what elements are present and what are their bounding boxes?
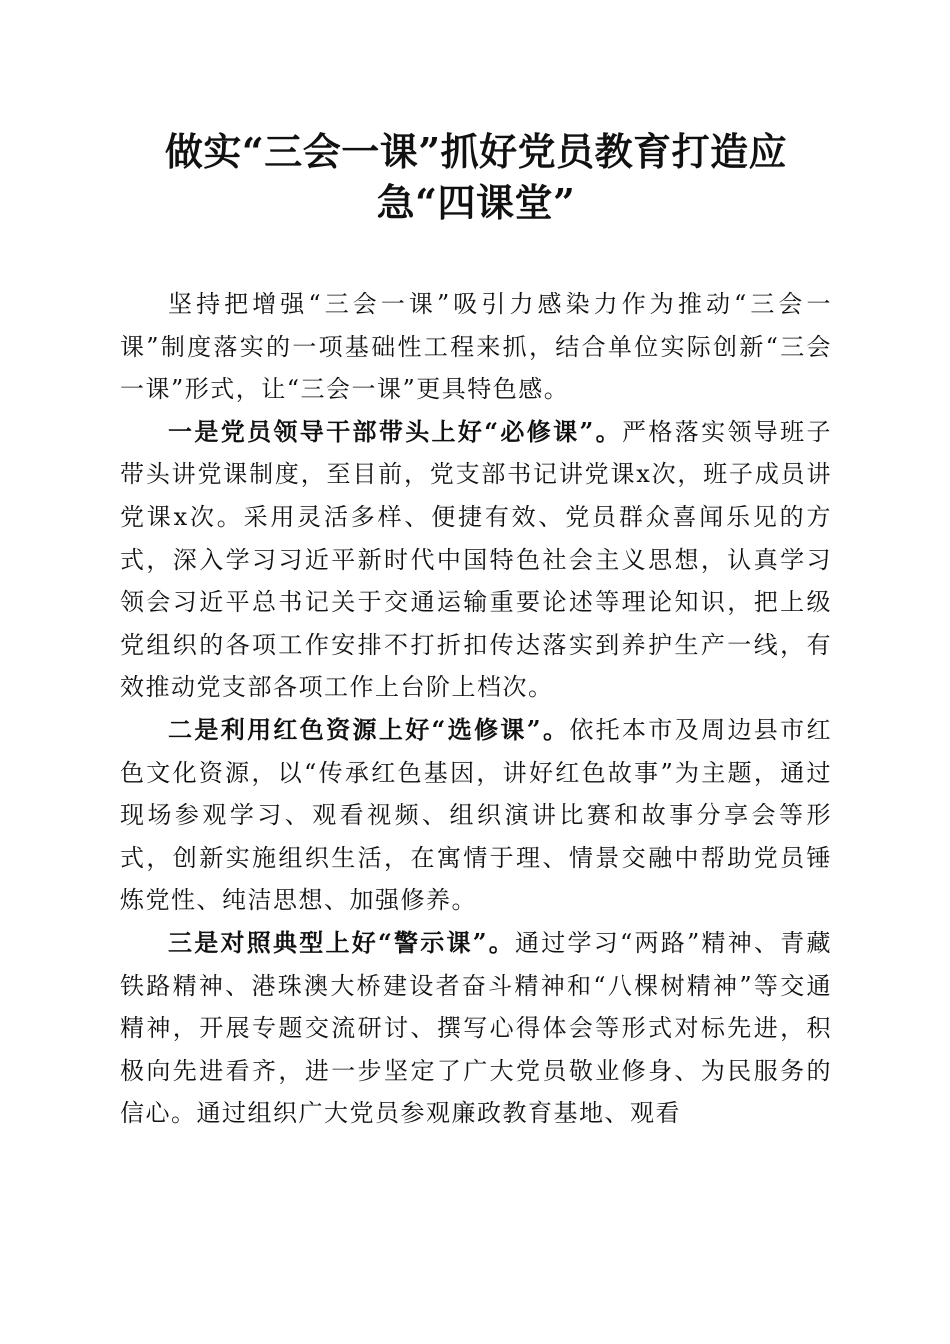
document-body (120, 283, 832, 1135)
document-title: 做实“三会一课”抓好党员教育打造应急“四课堂” (164, 129, 788, 225)
paragraph-text: 坚持把增强“三会一课”吸引力感染力作为推动“三会一课”制度落实的一项基础性工程来抓，结合单位实际创新“三会一课”形式，让“三会一课”更具特色感。 (120, 290, 832, 404)
paragraph-text: 通过学习“两路”精神、青藏铁路精神、港珠澳大桥建设者奋斗精神和“八棵树精神”等交通精神，开展专题交流研讨、撰写心得体会等形式对标先进，积极向先进看齐，进一步坚定了广大党员敬业修身、为民服务的信心。通过组织广大党员参观廉政教育基地、观看 (120, 928, 832, 1128)
paragraph-text: 严格落实领导班子带头讲党课制度，至目前，党支部书记讲党课x次，班子成员讲党课x次。采用灵活多样、便捷有效、党员群众喜闻乐见的方式，深入学习习近平新时代中国特色社会主义思想，认真学习领会习近平总书记关于交通运输重要论述等理论知识，把上级党组织的各项工作安排不打折扣传达落实到养护生产一线，有效推动党支部各项工作上台阶上档次。 (120, 417, 833, 702)
paragraph-compulsory-course (120, 411, 832, 709)
paragraph-text: 依托本市及周边县市红色文化资源，以“传承红色基因，讲好红色故事”为主题，通过现场参观学习、观看视频、组织演讲比赛和故事分享会等形式，创新实施组织生活，在寓情于理、情景交融中帮助党员锤炼党性、纯洁思想、加强修养。 (120, 715, 833, 915)
paragraph-warning-course (120, 922, 832, 1135)
paragraph-elective-course (120, 709, 832, 922)
paragraph-intro (120, 283, 832, 411)
paragraph-lead: 三是对照典型上好“警示课”。 (168, 927, 516, 957)
paragraph-lead: 二是利用红色资源上好“选修课”。 (168, 714, 570, 744)
paragraph-lead: 一是党员领导干部带头上好“必修课”。 (168, 416, 623, 446)
